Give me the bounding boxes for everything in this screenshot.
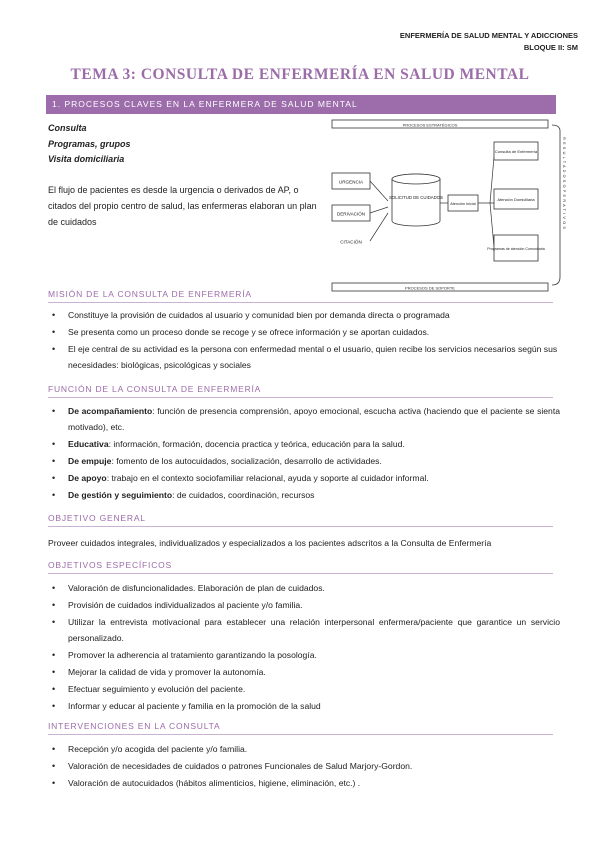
list-item: • Valoración de necesidades de cuidados o patrones Funcionales de Salud Marjory-Gordon. — [48, 759, 560, 775]
function-description: : de cuidados, coordinación, recursos — [172, 489, 315, 500]
intervenciones-list — [48, 742, 560, 793]
input-label-derivacion: DERIVACIÓN — [336, 211, 366, 217]
process-item-programas: Programas, grupos — [48, 138, 131, 149]
flow-paragraph: El flujo de pacientes es desde la urgencia o derivados de AP, o citados del propio centro de salud, las enfermeras elaboran un plan de cuidados — [48, 184, 317, 227]
function-term: De empuje — [68, 455, 112, 466]
heading-intervenciones: INTERVENCIONES EN LA CONSULTA — [48, 721, 553, 735]
list-item — [48, 404, 560, 435]
function-description: : fomento de los autocuidados, socialización, desarrollo de actividades. — [111, 455, 382, 466]
input-label-urgencia: URGENCIA — [338, 179, 364, 185]
list-item — [48, 437, 560, 453]
list-item: • Valoración de autocuidados (hábitos alimenticios, higiene, eliminación, etc.) . — [48, 776, 560, 792]
heading-funcion: FUNCIÓN DE LA CONSULTA DE ENFERMERÍA — [48, 384, 553, 398]
list-item: • Mejorar la calidad de vida y promover la autonomía. — [48, 665, 560, 681]
heading-objetivo-general: OBJETIVO GENERAL — [48, 513, 553, 527]
header-block: BLOQUE II: SM — [523, 43, 578, 52]
function-term: De apoyo — [68, 472, 107, 483]
list-item — [48, 488, 560, 504]
results-bracket — [552, 125, 560, 285]
output-label-domiciliaria: Atención Domiciliaria — [497, 197, 535, 202]
heading-objetivos-especificos: OBJETIVOS ESPECÍFICOS — [48, 560, 553, 574]
list-item: • Constituye la provisión de cuidados al usuario y comunidad bien por demanda directa o programada — [48, 308, 560, 324]
page-title: TEMA 3: CONSULTA DE ENFERMERÍA EN SALUD MENTAL — [70, 66, 530, 83]
output-label-comunitaria: Programas de atención Comunitaria — [487, 247, 545, 251]
list-item: • Provisión de cuidados individualizados al paciente y/o familia. — [48, 598, 560, 614]
diagram-top-label: PROCESOS ESTRATÉGICOS — [402, 122, 458, 128]
function-term: Educativa — [68, 438, 109, 449]
list-item: • Se presenta como un proceso donde se recoge y se ofrece información y se aportan cuidados. — [48, 325, 560, 341]
section-1-heading: 1. PROCESOS CLAVES EN LA ENFERMERA DE SALUD MENTAL — [46, 95, 556, 114]
list-item: • Promover la adherencia al tratamiento garantizando la posología. — [48, 648, 560, 664]
header-subject: ENFERMERÍA DE SALUD MENTAL Y ADICCIONES — [399, 31, 578, 40]
cylinder-shape — [392, 174, 440, 226]
heading-mision: MISIÓN DE LA CONSULTA DE ENFERMERÍA — [48, 289, 553, 303]
list-item: • El eje central de su actividad es la persona con enfermedad mental o el usuario, quien recibe los servicios necesarios según sus necesidades: biológicas, psicológicas y sociales — [48, 342, 560, 373]
document-header — [400, 30, 578, 54]
mision-list — [48, 308, 560, 375]
cylinder-label: SOLICITUD DE CUIDADOS — [389, 195, 443, 200]
list-item: • Recepción y/o acogida del paciente y/o familia. — [48, 742, 560, 758]
list-item — [48, 454, 560, 470]
function-term: De gestión y seguimiento — [68, 489, 173, 500]
input-arrows — [370, 181, 388, 241]
results-side-label: R E S U L T A D O S O P E R A T I V O S — [562, 137, 566, 230]
list-item: • Informar y educar al paciente y familia en la promoción de la salud — [48, 699, 560, 715]
output-label-consulta: Consulta de Enfermería — [494, 149, 538, 154]
function-description: : función de presencia comprensión, apoyo emocional, escucha activa (haciendo que el paciente se sienta motivado), etc. — [68, 406, 560, 432]
diagram-bottom-label: PROCESOS DE SOPORTE — [405, 285, 455, 291]
function-term: De acompañamiento — [68, 406, 153, 416]
function-description: : información, formación, docencia practica y teórica, educación para la salud. — [108, 438, 405, 449]
objetivos-especificos-list — [48, 581, 560, 716]
section-1-intro — [48, 121, 328, 230]
atencion-inicial-label: Atención Inicial — [450, 202, 476, 206]
input-label-citacion: CITACIÓN — [340, 239, 362, 245]
list-item: • Utilizar la entrevista motivacional para establecer una relación interpersonal enfermera/paciente que garantice un servicio personalizado. — [48, 615, 560, 646]
objetivo-general-text: Proveer cuidados integrales, individualizados y especializados a los pacientes adscritos a la Consulta de Enfermería — [48, 538, 492, 548]
process-diagram — [330, 117, 570, 299]
list-item: • Efectuar seguimiento y evolución del paciente. — [48, 682, 560, 698]
funcion-list — [48, 404, 560, 505]
process-item-visita: Visita domiciliaria — [48, 154, 125, 164]
list-item: • Valoración de disfuncionalidades. Elaboración de plan de cuidados. — [48, 581, 560, 597]
list-item — [48, 471, 560, 487]
process-item-consulta: Consulta — [48, 123, 87, 133]
output-arrows — [478, 157, 494, 247]
function-description: : trabajo en el contexto sociofamiliar relacional, ayuda y soporte al cuidador informal. — [106, 472, 429, 483]
